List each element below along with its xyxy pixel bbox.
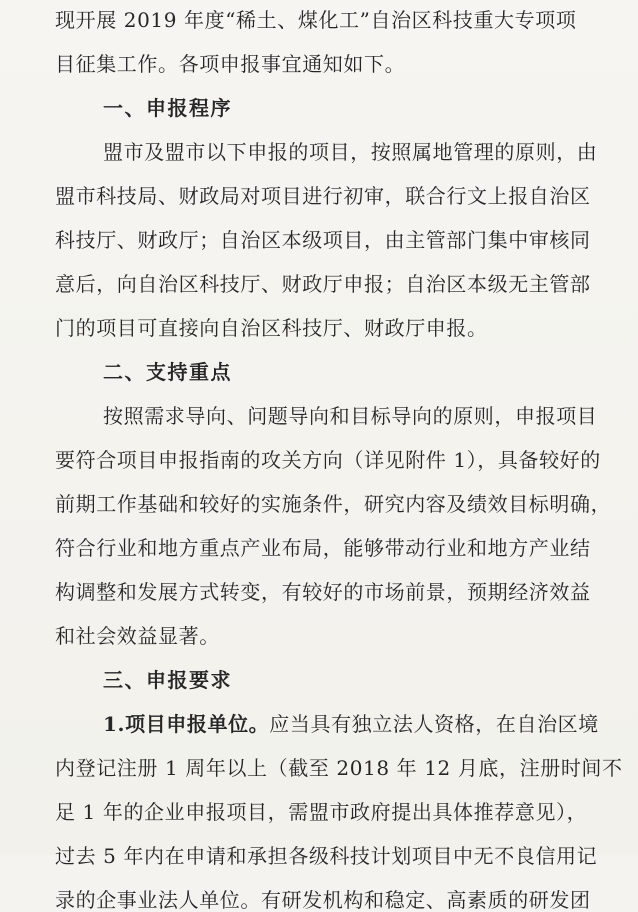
focus-line-4: 符合行业和地方重点产业布局，能够带动行业和地方产业结	[55, 536, 591, 560]
requirements-line-1	[103, 712, 599, 736]
procedure-line-1: 盟市及盟市以下申报的项目，按照属地管理的原则，由	[103, 140, 598, 164]
focus-line-3: 前期工作基础和较好的实施条件，研究内容及绩效目标明确，	[55, 492, 612, 516]
section-heading-focus: 二、支持重点	[103, 360, 232, 384]
section-heading-requirements: 三、申报要求	[103, 668, 232, 692]
procedure-line-4: 意后，向自治区科技厅、财政厅申报；自治区本级无主管部	[55, 272, 591, 296]
procedure-line-3: 科技厅、财政厅；自治区本级项目，由主管部门集中审核同	[55, 228, 591, 252]
item-label: 1.项目申报单位。	[103, 712, 270, 736]
intro-line-1: 现开展 2019 年度“稀土、煤化工”自治区科技重大专项项	[55, 8, 577, 32]
item-first-line-rest: 应当具有独立法人资格，在自治区境	[269, 712, 599, 736]
requirements-line-3: 足 1 年的企业申报项目，需盟市政府提出具体推荐意见），	[55, 800, 588, 824]
intro-line-2: 目征集工作。各项申报事宜通知如下。	[55, 52, 406, 76]
requirements-line-5: 录的企事业法人单位。有研发机构和稳定、高素质的研发团	[55, 888, 591, 912]
focus-line-6: 和社会效益显著。	[55, 624, 220, 648]
requirements-line-4: 过去 5 年内在申请和承担各级科技计划项目中无不良信用记	[55, 844, 598, 868]
section-heading-procedure: 一、申报程序	[103, 96, 232, 120]
procedure-line-2: 盟市科技局、财政局对项目进行初审，联合行文上报自治区	[55, 184, 591, 208]
focus-line-5: 构调整和发展方式转变，有较好的市场前景，预期经济效益	[55, 580, 591, 604]
requirements-line-2: 内登记注册 1 周年以上（截至 2018 年 12 月底，注册时间不	[55, 756, 623, 780]
focus-line-1: 按照需求导向、问题导向和目标导向的原则，申报项目	[103, 404, 598, 428]
procedure-line-5: 门的项目可直接向自治区科技厅、财政厅申报。	[55, 316, 488, 340]
focus-line-2: 要符合项目申报指南的攻关方向（详见附件 1），具备较好的	[55, 448, 601, 472]
